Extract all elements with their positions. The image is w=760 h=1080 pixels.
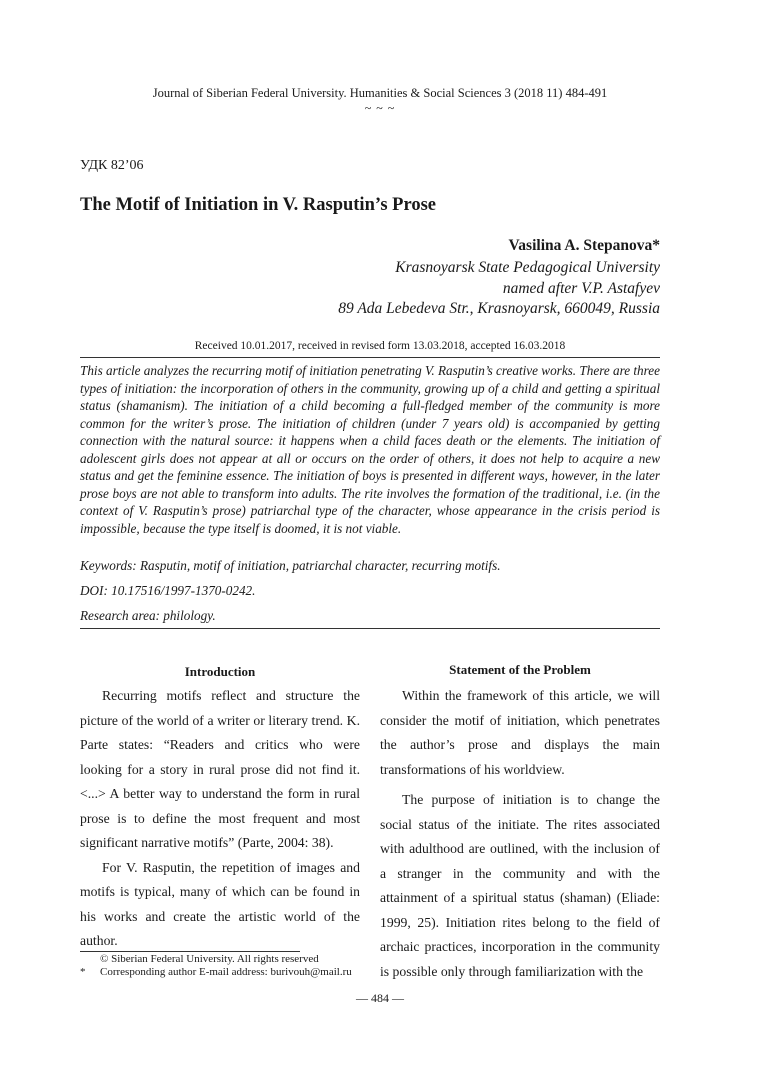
paragraph: For V. Rasputin, the repetition of images and motifs is typical, many of which can be found in his works and create the artistic world of the author. <box>80 859 360 948</box>
divider <box>80 628 660 629</box>
affiliation-line: Krasnoyarsk State Pedagogical University <box>395 259 660 276</box>
research-area: Research area: philology. <box>80 608 216 623</box>
affiliation-line: named after V.P. Astafyev <box>502 280 660 297</box>
footnote-corresponding <box>80 966 352 978</box>
section-heading-introduction: Introduction <box>184 664 256 679</box>
divider <box>80 357 660 358</box>
udk-code: УДК 82’06 <box>80 158 144 173</box>
corresponding-text: Corresponding author E-mail address: burivouh@mail.ru <box>100 966 352 978</box>
section-heading-problem: Statement of the Problem <box>449 662 591 677</box>
right-column <box>380 684 660 984</box>
received-dates: Received 10.01.2017, received in revised form 13.03.2018, accepted 16.03.2018 <box>194 340 566 352</box>
footnote-divider <box>80 951 300 952</box>
page-number: — 484 — <box>356 991 404 1005</box>
left-column <box>80 684 360 954</box>
paragraph: Within the framework of this article, we will consider the motif of initiation, which penetrates the author’s prose and displays the main transformations of his worldview. <box>380 688 660 777</box>
journal-header: Journal of Siberian Federal University. Humanities & Social Sciences 3 (2018 11) 484-491 <box>152 86 608 100</box>
paragraph: Recurring motifs reflect and structure the picture of the world of a writer or literary trend. K. Parte states: “Readers and critics who were looking for a story in rural prose did not find it. <...> A better way to understand the form in rural prose is to define the most frequent and most significant narrative motifs” (Parte, 2004: 38). <box>80 688 360 850</box>
affiliation-line: 89 Ada Lebedeva Str., Krasnoyarsk, 660049, Russia <box>338 300 660 317</box>
copyright-text: © Siberian Federal University. All rights reserved <box>100 953 319 965</box>
header-separator: ~ ~ ~ <box>364 101 396 115</box>
keywords: Keywords: Rasputin, motif of initiation, patriarchal character, recurring motifs. <box>80 558 501 573</box>
abstract: This article analyzes the recurring motif of initiation penetrating V. Rasputin’s creative works. There are three types of initiation: the incorporation of others in the community, growing up of a child and getting a spiritual status (shamanism). The initiation of a child becoming a full-fledged member of the community is more common for the writer’s prose. The initiation of children (under 7 years old) is accompanied by getting connection with the natural source: it happens when a child faces death or the elements. The initiation of adolescent girls does not appear at all or occurs on the order of others, it does not help to acquire a new status and get the feminine essence. The initiation of boys is presented in different ways, however, in the later prose boys are not able to transform into adults. The rite involves the formation of the traditional, i.e. (in the context of V. Rasputin’s prose) patriarchal type of the character, whose appearance in the crisis period is impossible, because the type itself is doomed, it is not viable. <box>80 363 660 536</box>
footnote-copyright <box>80 953 319 965</box>
doi: DOI: 10.17516/1997-1370-0242. <box>80 583 256 598</box>
article-title: The Motif of Initiation in V. Rasputin’s Prose <box>80 195 436 215</box>
paragraph: The purpose of initiation is to change the social status of the initiate. The rites associated with adulthood are outlined, with the inclusion of a stranger in the community and with the attainment of a spiritual status (shaman) (Eliade: 1999, 25). Initiation rites belong to the field of archaic practices, incorporation in the community is possible only through familiarization with the <box>380 792 660 979</box>
footnote-mark: * <box>80 966 86 978</box>
author-name: Vasilina A. Stepanova* <box>508 237 660 254</box>
